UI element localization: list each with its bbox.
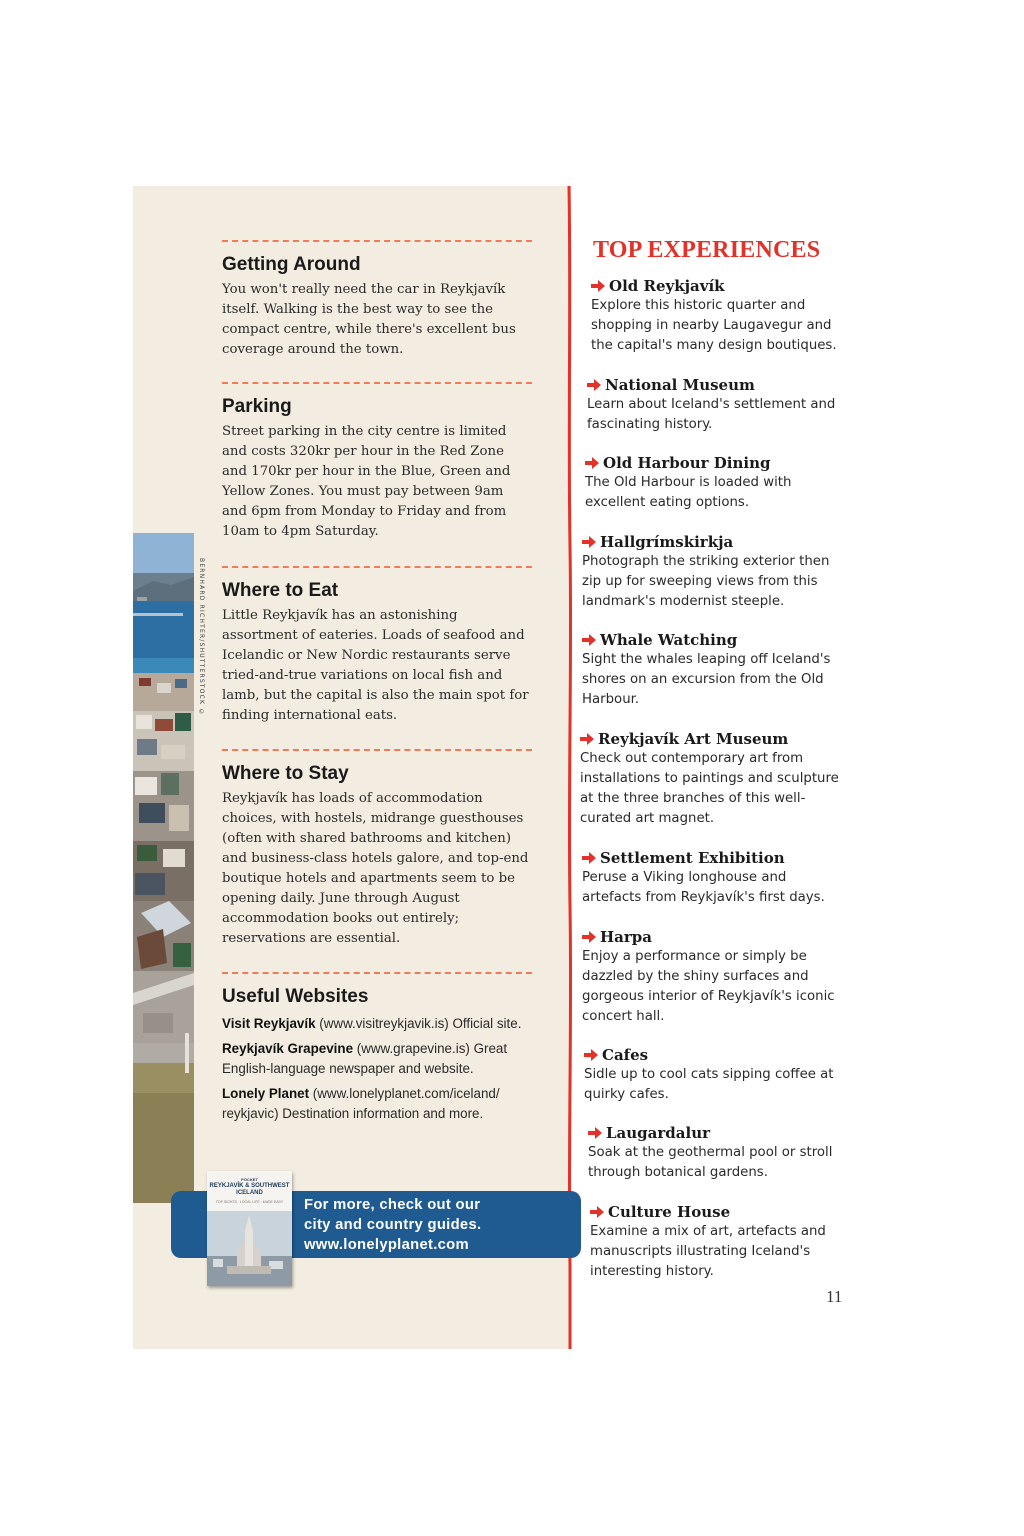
website-desc: (www.grapevine.is) Great English-language newspaper and website. [222,1041,508,1076]
website-name[interactable]: Lonely Planet [222,1086,310,1101]
red-arrow-icon [580,733,594,745]
top-experiences-heading: TOP EXPERIENCES [593,237,821,263]
experience-description: Learn about Iceland's settlement and fascinating history. [587,397,836,432]
experience-description: Explore this historic quarter and shopping in nearby Laugavegur and the capital's many design boutiques. [591,298,837,353]
experience-reykjavik-art-museum [580,729,845,829]
promo-line: city and country guides. [304,1217,482,1233]
dashed-divider [222,382,532,384]
section-where-to-stay [222,749,532,949]
red-divider-line [565,186,575,1349]
experience-whale-watching [582,630,847,710]
experience-title[interactable]: Settlement Exhibition [582,848,847,868]
website-name[interactable]: Reykjavík Grapevine [222,1041,354,1056]
experience-harpa [582,927,847,1027]
section-body: You won't really need the car in Reykjavík itself. Walking is the best way to see the compact centre, while there's excellent bus coverage around the town. [222,282,516,357]
experience-old-reykjavik [591,276,856,356]
church-illustration [207,1211,292,1286]
experience-description: Peruse a Viking longhouse and artefacts from Reykjavík's first days. [582,870,825,905]
section-where-to-eat [222,566,532,726]
experience-old-harbour-dining [585,453,850,513]
dashed-divider [222,972,532,974]
experience-description: Check out contemporary art from installations to paintings and sculpture at the three branches of this well-curated art magnet. [580,751,839,826]
experience-laugardalur [588,1123,853,1183]
experience-title[interactable]: Hallgrímskirkja [582,532,847,552]
website-desc: (www.lonelyplanet.com/iceland/ reykjavic) Destination information and more. [222,1086,500,1121]
guidebook-brand: POCKET [241,1177,258,1182]
red-arrow-icon [591,280,605,292]
experience-title[interactable]: Old Reykjavík [591,276,856,296]
website-name[interactable]: Visit Reykjavík [222,1016,316,1031]
red-arrow-icon [584,1049,598,1061]
experience-description: Sidle up to cool cats sipping coffee at quirky cafes. [584,1067,834,1102]
experience-settlement-exhibition [582,848,847,908]
website-item [222,1039,532,1079]
section-body: Reykjavík has loads of accommodation choices, with hostels, midrange guesthouses (often with shared bathrooms and kitchen) and business-class hotels galore, and top-end boutique hotels and apartments seem to be opening daily. June through August accommodation books out entirely; reservations are essential. [222,791,529,946]
promo-text [304,1195,564,1255]
red-arrow-icon [582,634,596,646]
promo-line: For more, check out our [304,1197,481,1213]
experience-title[interactable]: Whale Watching [582,630,847,650]
experience-description: Enjoy a performance or simply be dazzled by the shiny surfaces and gorgeous interior of Reykjavík's iconic concert hall. [582,949,835,1024]
guidebook-title: REYKJAVÍK & SOUTHWEST ICELAND [209,1183,290,1196]
dashed-divider [222,240,532,242]
red-arrow-icon [582,852,596,864]
website-item [222,1014,532,1034]
experience-title[interactable]: Reykjavík Art Museum [580,729,845,749]
website-desc: (www.visitreykjavik.is) Official site. [315,1016,522,1031]
red-arrow-icon [590,1206,604,1218]
experience-title[interactable]: Harpa [582,927,847,947]
website-item [222,1084,532,1124]
guidebook-subtitle: TOP SIGHTS · LOCAL LIFE · MADE EASY [215,1200,284,1204]
dashed-divider [222,566,532,568]
section-title: Parking [222,396,292,417]
section-useful-websites [222,972,532,1129]
section-body: Street parking in the city centre is limited and costs 320kr per hour in the Red Zone and 170kr per hour in the Blue, Green and Yellow Zones. You must pay between 9am and 6pm from Monday to Friday and from 10am to 4pm Saturday. [222,424,511,539]
experience-description: Sight the whales leaping off Iceland's shores on an excursion from the Old Harbour. [582,652,831,707]
section-title: Getting Around [222,254,361,275]
experience-description: The Old Harbour is loaded with excellent eating options. [585,475,792,510]
experience-title[interactable]: Old Harbour Dining [585,453,850,473]
experience-culture-house [590,1202,855,1282]
section-body: Little Reykjavík has an astonishing assortment of eateries. Loads of seafood and Icelandic or New Nordic restaurants serve tried-and-true variations on local fish and lamb, but the capital is also the main spot for finding international eats. [222,608,529,723]
experience-hallgrimskirkja [582,532,847,612]
experience-title[interactable]: Cafes [584,1045,849,1065]
experience-description: Examine a mix of art, artefacts and manuscripts illustrating Iceland's interesting history. [590,1224,826,1279]
section-parking [222,382,532,542]
red-arrow-icon [588,1127,602,1139]
red-arrow-icon [587,379,601,391]
photo-credit: BERNHARD RICHTER/SHUTTERSTOCK © [198,558,205,717]
section-title: Where to Eat [222,580,339,601]
experience-national-museum [587,375,852,435]
red-arrow-icon [582,931,596,943]
experience-title[interactable]: National Museum [587,375,852,395]
experience-title[interactable]: Culture House [590,1202,855,1222]
experience-description: Photograph the striking exterior then zip up for sweeping views from this landmark's modernist steeple. [582,554,830,609]
section-title: Useful Websites [222,986,369,1007]
section-getting-around [222,240,532,360]
dashed-divider [222,749,532,751]
section-title: Where to Stay [222,763,349,784]
promo-link[interactable]: www.lonelyplanet.com [304,1237,469,1253]
reykjavik-aerial-photo [133,533,194,1203]
page-number: 11 [826,1287,843,1306]
guidebook-cover [207,1171,292,1286]
experience-cafes [584,1045,849,1105]
red-arrow-icon [585,457,599,469]
experience-description: Soak at the geothermal pool or stroll through botanical gardens. [588,1145,833,1180]
red-arrow-icon [582,536,596,548]
experience-title[interactable]: Laugardalur [588,1123,853,1143]
